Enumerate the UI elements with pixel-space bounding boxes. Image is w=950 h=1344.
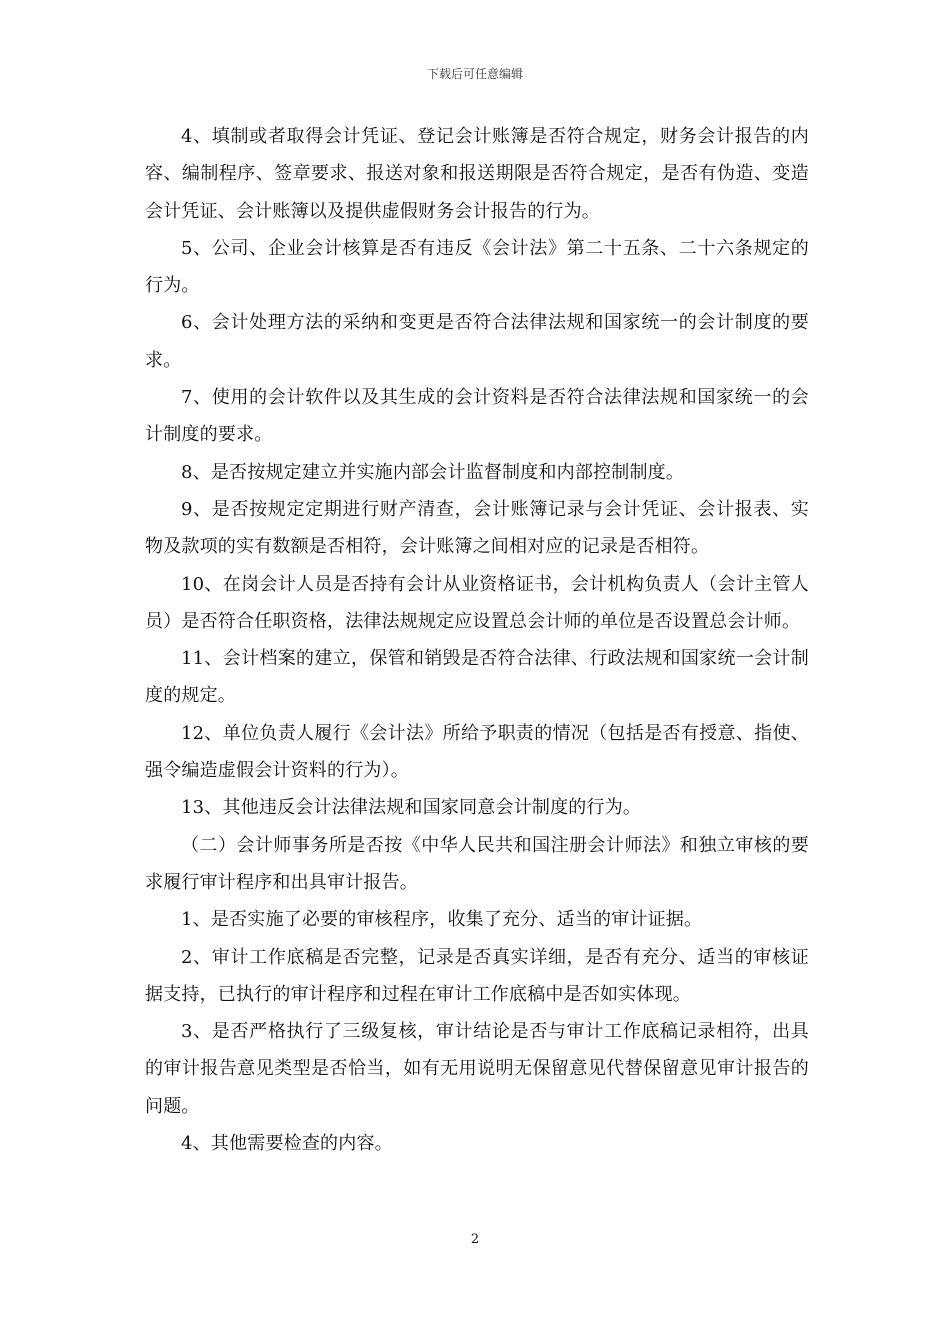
paragraph-item-13: 13、其他违反会计法律法规和国家同意会计制度的行为。	[181, 797, 642, 819]
page-number: 2	[470, 1232, 480, 1247]
paragraph-item-5: 5、公司、企业会计核算是否有违反《会计法》第二十五条、二十六条规定的行为。	[145, 237, 809, 297]
paragraph-item-4: 4、填制或者取得会计凭证、登记会计账簿是否符合规定，财务会计报告的内容、编制程序、签章要求、报送对象和报送期限是否符合规定，是否有伪造、变造会计凭证、会计账簿以及提供虚假财务会计报告的行为。	[145, 126, 809, 222]
paragraph-item-9: 9、是否按规定定期进行财产清查，会计账簿记录与会计凭证、会计报表、实物及款项的实有数额是否相符，会计账簿之间相对应的记录是否相符。	[145, 498, 809, 558]
paragraph-item-7: 7、使用的会计软件以及其生成的会计资料是否符合法律法规和国家统一的会计制度的要求。	[145, 387, 809, 446]
document-body	[145, 118, 809, 1162]
paragraph-sub-4: 4、其他需要检查的内容。	[181, 1133, 393, 1155]
paragraph-item-12: 12、单位负责人履行《会计法》所给予职责的情况（包括是否有授意、指使、强令编造虚假会计资料的行为）。	[145, 722, 809, 782]
paragraph-sub-2: 2、审计工作底稿是否完整，记录是否真实详细，是否有充分、适当的审核证据支持，已执行的审计程序和过程在审计工作底稿中是否如实体现。	[145, 946, 809, 1005]
paragraph-sub-3: 3、是否严格执行了三级复核，审计结论是否与审计工作底稿记录相符，出具的审计报告意见类型是否恰当，如有无用说明无保留意见代替保留意见审计报告的问题。	[145, 1021, 809, 1117]
paragraph-item-8: 8、是否按规定建立并实施内部会计监督制度和内部控制制度。	[181, 461, 685, 483]
paragraph-sub-1: 1、是否实施了必要的审核程序，收集了充分、适当的审计证据。	[181, 909, 703, 931]
paragraph-item-10: 10、在岗会计人员是否持有会计从业资格证书，会计机构负责人（会计主管人员）是否符合任职资格，法律法规规定应设置总会计师的单位是否设置总会计师。	[145, 573, 809, 632]
paragraph-item-6: 6、会计处理方法的采纳和变更是否符合法律法规和国家统一的会计制度的要求。	[145, 312, 809, 371]
section-heading-2: （二）会计师事务所是否按《中华人民共和国注册会计师法》和独立审核的要求履行审计程序和出具审计报告。	[145, 834, 809, 893]
page-header: 下载后可任意编辑	[426, 67, 523, 81]
paragraph-item-11: 11、会计档案的建立，保管和销毁是否符合法律、行政法规和国家统一会计制度的规定。	[145, 648, 809, 707]
